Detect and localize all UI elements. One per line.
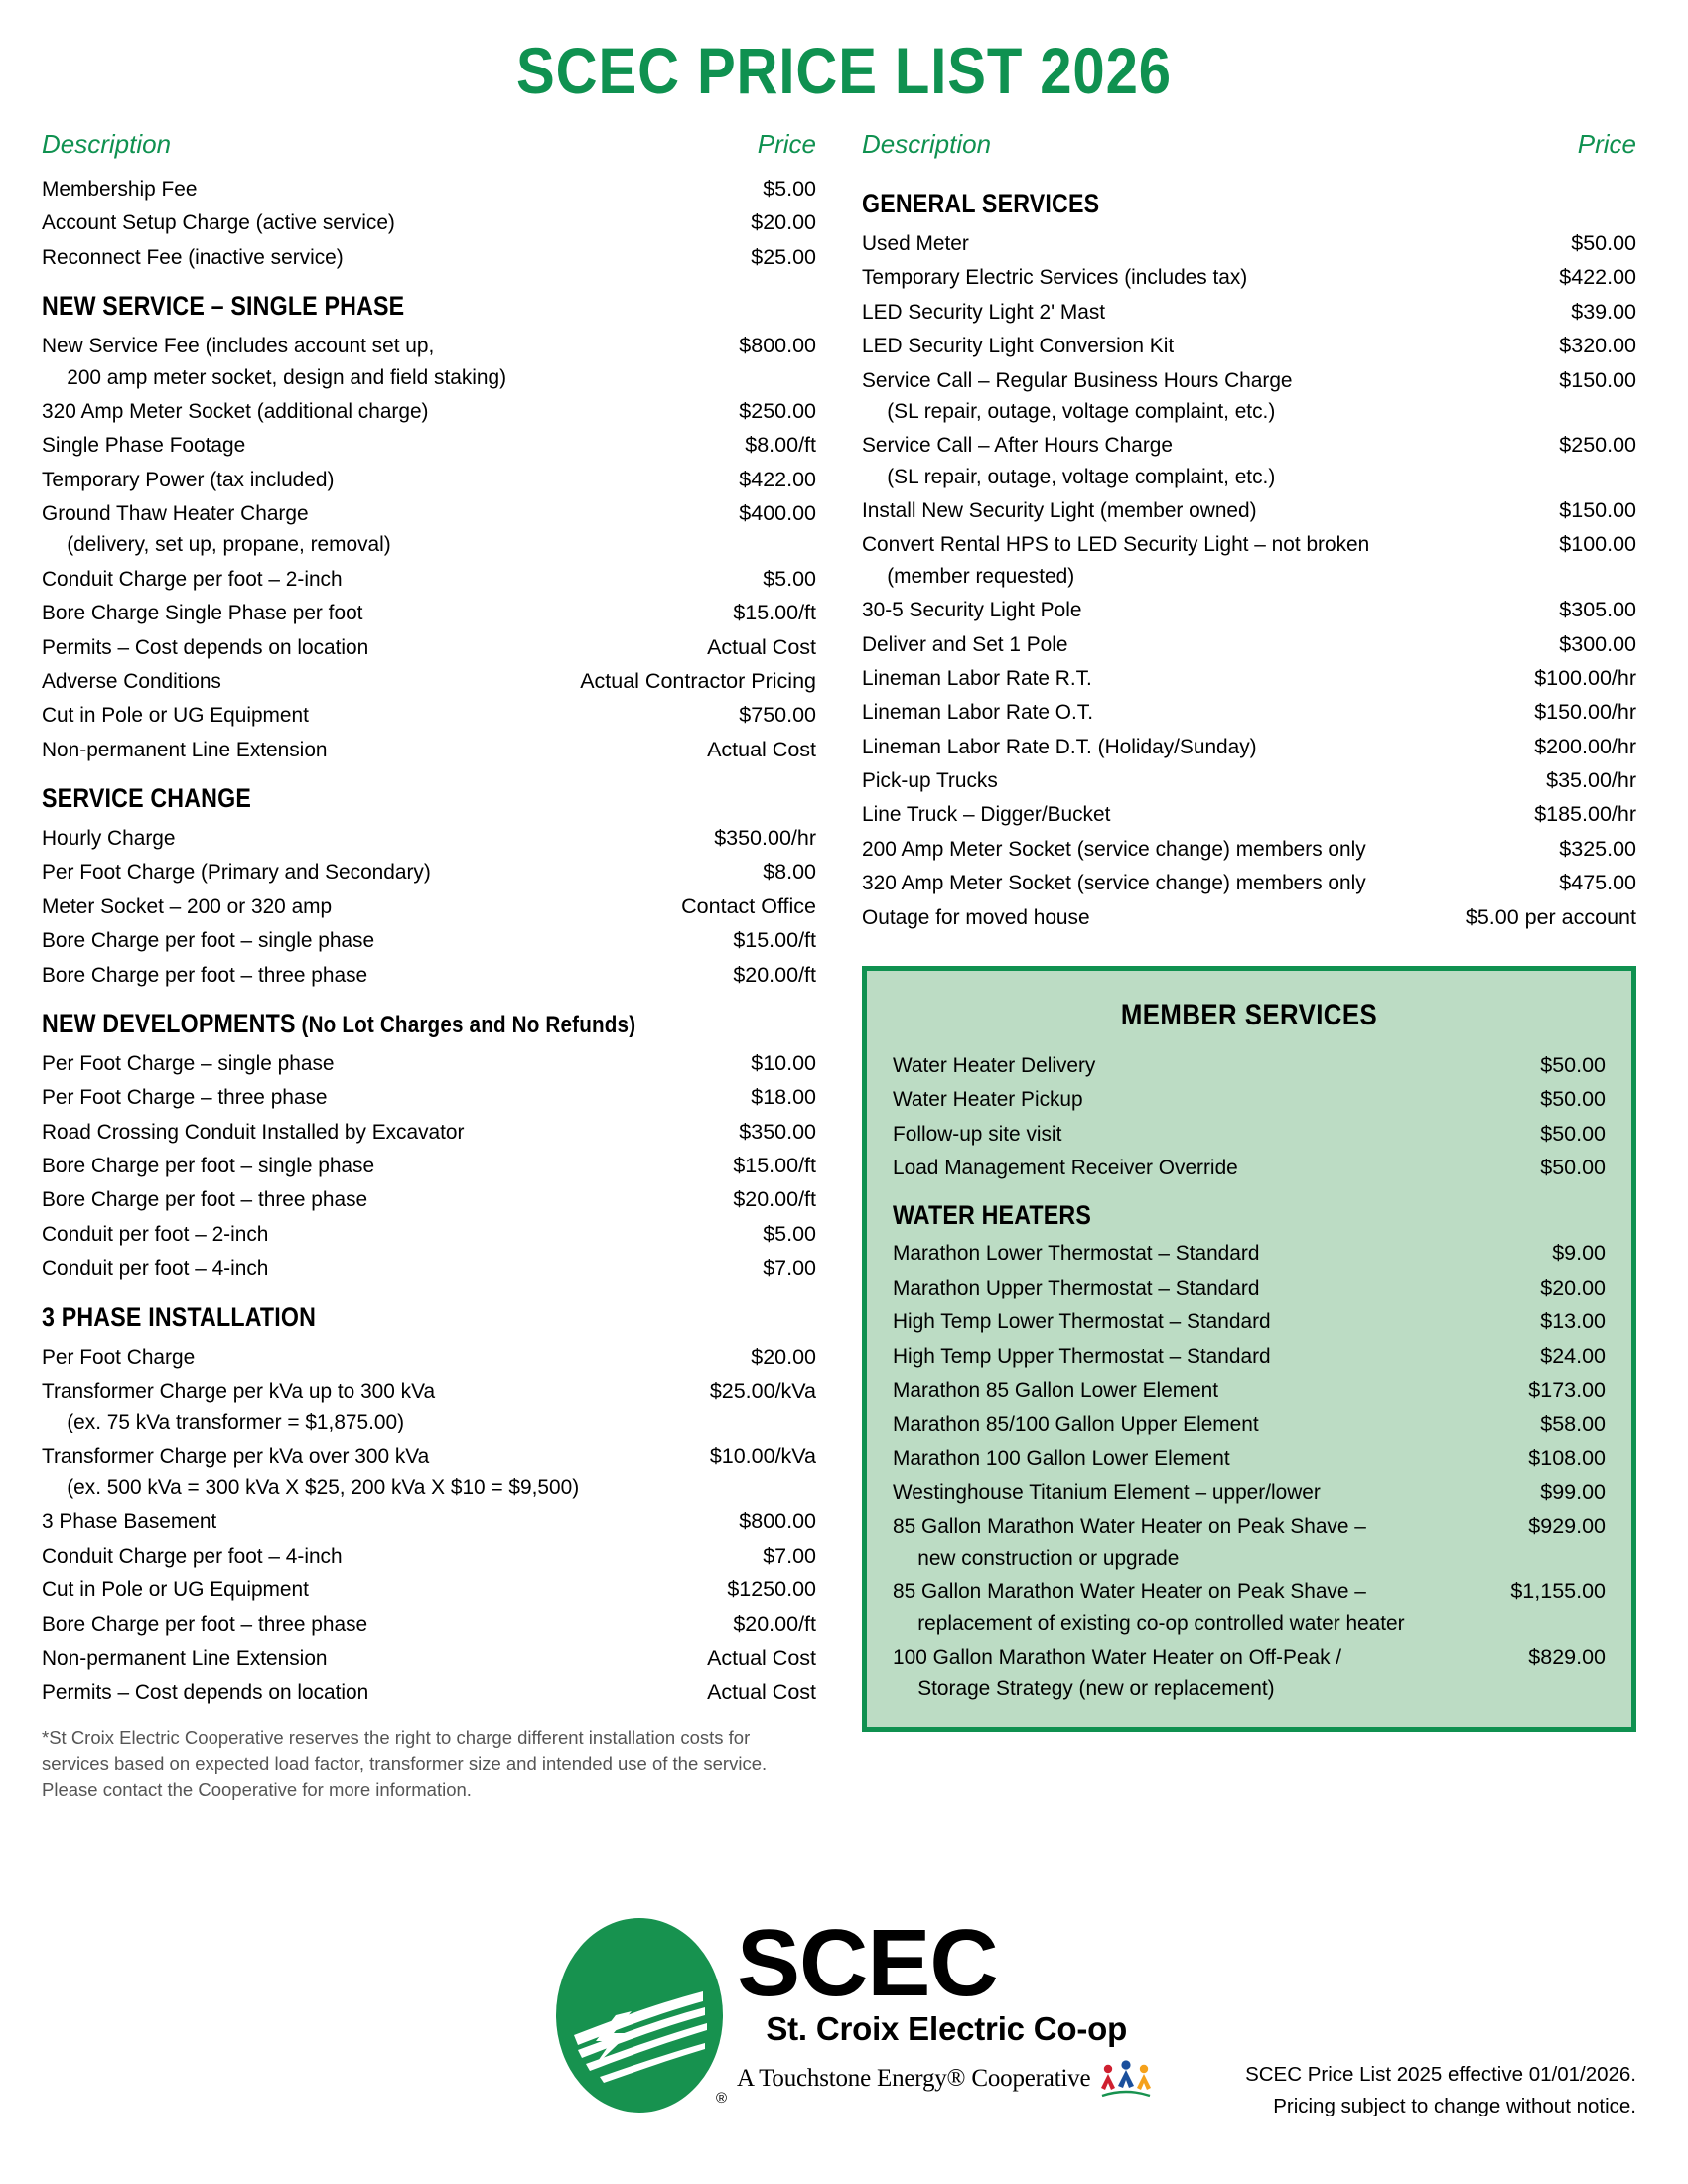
registered-mark: ® — [715, 2090, 727, 2107]
price-row-value: $18.00 — [751, 1085, 816, 1110]
price-row-description: Conduit per foot – 2-inch — [42, 1221, 269, 1246]
member-services-title: MEMBER SERVICES — [1120, 998, 1378, 1031]
price-row — [42, 889, 816, 923]
price-row-value: $50.00 — [1571, 231, 1636, 255]
price-row-value: Contact Office — [681, 893, 816, 918]
footer-note — [1245, 2059, 1636, 2122]
price-row-value: $20.00/ft — [733, 962, 816, 987]
price-row-description: Bore Charge per foot – single phase — [42, 928, 375, 953]
price-row-description: Marathon Upper Thermostat – Standard — [893, 1275, 1260, 1299]
price-row — [42, 664, 816, 698]
price-row — [862, 866, 1636, 899]
price-row-description: Permits – Cost depends on location — [42, 1680, 369, 1705]
price-row — [893, 1151, 1606, 1184]
price-row-value: $750.00 — [739, 703, 816, 728]
price-row-value: $39.00 — [1571, 299, 1636, 324]
price-row-value: $20.00/ft — [733, 1611, 816, 1636]
price-row — [862, 226, 1636, 260]
price-row-value: $300.00 — [1559, 631, 1636, 656]
logo-subtitle: St. Croix Electric Co-op — [766, 2010, 1128, 2048]
water-heaters-heading: WATER HEATERS — [893, 1200, 1092, 1231]
scec-logo-mark-icon — [556, 1918, 727, 2113]
price-row — [42, 733, 816, 766]
footer-note-line2: Pricing subject to change without notice. — [1273, 2095, 1636, 2118]
price-row-continuation: (delivery, set up, propane, removal) — [67, 532, 391, 557]
price-row — [893, 1304, 1606, 1338]
price-row — [893, 1236, 1606, 1270]
price-row-value: $422.00 — [1559, 265, 1636, 290]
price-row-description: Marathon Lower Thermostat – Standard — [893, 1241, 1260, 1266]
right-column-header — [862, 129, 1636, 172]
price-row-description: Service Call – Regular Business Hours Charge — [862, 367, 1293, 392]
price-row-value: $35.00/hr — [1546, 768, 1636, 792]
price-row-value: $929.00 — [1528, 1514, 1606, 1539]
price-row-description: 30-5 Security Light Pole — [862, 598, 1082, 622]
price-row — [862, 593, 1636, 626]
section-subheading-text: (No Lot Charges and No Refunds) — [295, 1011, 636, 1038]
price-row — [42, 1182, 816, 1216]
price-row-description: Non-permanent Line Extension — [42, 1645, 328, 1670]
column-header-price: Price — [757, 129, 816, 159]
price-row — [42, 1675, 816, 1708]
price-row — [42, 1046, 816, 1080]
price-row-description: Water Heater Pickup — [893, 1087, 1083, 1112]
price-row-description: Road Crossing Conduit Installed by Excavator — [42, 1119, 465, 1144]
footnote: *St Croix Electric Cooperative reserves the right to charge different installation costs for services based on expected load factor, transformer size and intended use of the service. Please contact the Cooperative for more information. — [42, 1726, 768, 1801]
price-row-description: Outage for moved house — [862, 904, 1090, 929]
price-row — [862, 763, 1636, 797]
price-row-value: Actual Cost — [707, 737, 816, 761]
section-heading-text: GENERAL SERVICES — [862, 189, 1100, 218]
price-row-value: $13.00 — [1540, 1309, 1606, 1334]
price-row-continuation: Storage Strategy (new or replacement) — [917, 1676, 1275, 1701]
price-row — [893, 1509, 1606, 1543]
section-heading — [42, 783, 708, 814]
price-row-description: Bore Charge per foot – single phase — [42, 1154, 375, 1177]
price-row — [42, 1149, 816, 1182]
price-row-value: $200.00/hr — [1534, 734, 1636, 758]
price-row-description: Reconnect Fee (inactive service) — [42, 244, 344, 269]
price-row-value: $58.00 — [1540, 1412, 1606, 1436]
price-row-continuation: (member requested) — [887, 563, 1075, 588]
price-row — [862, 329, 1636, 362]
price-row — [862, 627, 1636, 661]
price-row-description: Per Foot Charge – single phase — [42, 1050, 335, 1075]
price-row-value: $25.00 — [751, 244, 816, 269]
price-row-description: Conduit per foot – 4-inch — [42, 1256, 269, 1281]
price-row-value: $350.00/hr — [714, 826, 816, 850]
price-row-description: Marathon 100 Gallon Lower Element — [893, 1445, 1230, 1470]
price-row-value: $15.00/ft — [733, 928, 816, 953]
price-row-value: Actual Cost — [707, 634, 816, 659]
price-row — [42, 172, 816, 205]
price-row-description: Permits – Cost depends on location — [42, 634, 369, 659]
price-row-value: $305.00 — [1559, 598, 1636, 622]
price-row-continuation: 200 amp meter socket, design and field staking) — [67, 364, 507, 389]
price-row — [862, 295, 1636, 329]
price-row — [893, 1475, 1606, 1509]
price-row — [42, 240, 816, 274]
section-heading — [42, 1302, 708, 1333]
price-row — [893, 1048, 1606, 1082]
price-row — [862, 832, 1636, 866]
price-row-description: 320 Amp Meter Socket (additional charge) — [42, 398, 429, 423]
price-row-value: $50.00 — [1540, 1121, 1606, 1146]
price-row-description: Service Call – After Hours Charge — [862, 433, 1173, 458]
price-row-description: Cut in Pole or UG Equipment — [42, 703, 309, 728]
price-row — [893, 1574, 1606, 1608]
price-row-description: Bore Charge per foot – three phase — [42, 1187, 368, 1212]
price-row-description: 200 Amp Meter Socket (service change) members only — [862, 836, 1366, 861]
section-heading — [862, 189, 1528, 219]
price-row-description: Bore Charge per foot – three phase — [42, 962, 368, 987]
price-row-value: $5.00 — [763, 177, 816, 201]
price-row-description: Westinghouse Titanium Element – upper/lower — [893, 1480, 1321, 1504]
page-title: SCEC PRICE LIST 2026 — [516, 34, 1172, 107]
price-row-value: $422.00 — [739, 467, 816, 491]
price-row-description: Single Phase Footage — [42, 433, 246, 458]
price-row-value: $150.00 — [1559, 367, 1636, 392]
price-row — [862, 797, 1636, 831]
price-row-description: 100 Gallon Marathon Water Heater on Off-Peak / — [893, 1644, 1342, 1669]
price-row-description: Install New Security Light (member owned) — [862, 498, 1257, 522]
scec-logo — [556, 1910, 1156, 2113]
price-row-value: $50.00 — [1540, 1052, 1606, 1077]
section-heading — [42, 291, 708, 322]
price-row-value: $20.00 — [751, 210, 816, 235]
price-row — [42, 1340, 816, 1374]
price-row-continuation: (SL repair, outage, voltage complaint, etc.) — [887, 398, 1276, 423]
price-row-description: Marathon 85 Gallon Lower Element — [893, 1377, 1219, 1402]
price-row-value: $1250.00 — [727, 1577, 816, 1602]
water-heaters-rows — [893, 1236, 1606, 1705]
price-row — [893, 1407, 1606, 1440]
price-row-description: 320 Amp Meter Socket (service change) members only — [862, 871, 1366, 895]
price-row — [893, 1640, 1606, 1674]
price-row-value: $800.00 — [739, 334, 816, 358]
price-row-value: $150.00 — [1559, 498, 1636, 522]
price-row — [893, 1441, 1606, 1475]
price-row-value: $150.00/hr — [1534, 700, 1636, 725]
price-row — [42, 698, 816, 732]
price-row-description: 3 Phase Basement — [42, 1509, 217, 1534]
price-row-value: $250.00 — [739, 398, 816, 423]
price-row — [862, 527, 1636, 561]
price-row-value: $800.00 — [739, 1509, 816, 1534]
price-row-value: $7.00 — [763, 1256, 816, 1281]
price-row-value: $8.00/ft — [745, 433, 816, 458]
price-row-continuation: (SL repair, outage, voltage complaint, etc.) — [887, 464, 1276, 488]
price-row-description: Cut in Pole or UG Equipment — [42, 1577, 309, 1602]
price-row — [42, 394, 816, 428]
price-row-value: $100.00 — [1559, 532, 1636, 557]
price-row — [42, 205, 816, 239]
price-row — [42, 923, 816, 957]
price-row — [42, 855, 816, 888]
price-row-description: Lineman Labor Rate D.T. (Holiday/Sunday) — [862, 734, 1257, 758]
touchstone-text: A Touchstone Energy® Cooperative — [737, 2065, 1091, 2093]
price-row-description: Load Management Receiver Override — [893, 1156, 1238, 1179]
price-row-value: $320.00 — [1559, 334, 1636, 358]
price-row-description: Transformer Charge per kVa up to 300 kVa — [42, 1378, 436, 1403]
price-row-description: Deliver and Set 1 Pole — [862, 631, 1068, 656]
price-row-description: High Temp Lower Thermostat – Standard — [893, 1309, 1271, 1334]
two-column-body — [0, 103, 1688, 1803]
price-row-value: $250.00 — [1559, 433, 1636, 458]
price-row — [42, 1115, 816, 1149]
price-row-description: Marathon 85/100 Gallon Upper Element — [893, 1412, 1259, 1436]
left-column — [42, 129, 816, 1803]
price-row-description: Lineman Labor Rate O.T. — [862, 700, 1094, 725]
price-row-description: Non-permanent Line Extension — [42, 737, 328, 761]
price-row-value: $185.00/hr — [1534, 802, 1636, 827]
price-row — [42, 1539, 816, 1572]
price-row — [42, 1080, 816, 1114]
price-row — [42, 1251, 816, 1285]
logo-field-lines-icon — [556, 1918, 723, 2113]
price-row-value: $350.00 — [739, 1119, 816, 1144]
price-row — [893, 1373, 1606, 1407]
price-row — [862, 493, 1636, 527]
logo-wordmark — [737, 1910, 1156, 2100]
price-row-description: Follow-up site visit — [893, 1121, 1062, 1146]
left-sections — [42, 291, 816, 1709]
price-row-value: $20.00/ft — [733, 1187, 816, 1212]
price-row — [862, 363, 1636, 397]
price-row — [42, 1572, 816, 1606]
price-row-description: Adverse Conditions — [42, 668, 221, 693]
price-row-value: $10.00 — [751, 1050, 816, 1075]
right-sections — [862, 189, 1636, 934]
member-services-box — [862, 966, 1636, 1732]
price-row-value: $325.00 — [1559, 836, 1636, 861]
price-row-description: Used Meter — [862, 231, 969, 255]
price-row-description: 85 Gallon Marathon Water Heater on Peak Shave – — [893, 1579, 1366, 1604]
section-heading-text: SERVICE CHANGE — [42, 783, 252, 813]
price-row-description: Membership Fee — [42, 177, 198, 201]
price-row — [42, 428, 816, 462]
price-row — [42, 329, 816, 362]
price-row — [42, 821, 816, 855]
price-row-value: Actual Cost — [707, 1645, 816, 1670]
price-row-value: $400.00 — [739, 501, 816, 525]
price-row — [862, 695, 1636, 729]
price-row-continuation: new construction or upgrade — [917, 1545, 1180, 1570]
price-row-value: $50.00 — [1540, 1087, 1606, 1112]
price-row-continuation: (ex. 75 kVa transformer = $1,875.00) — [67, 1410, 405, 1434]
price-row — [42, 1641, 816, 1675]
price-row-description: Temporary Power (tax included) — [42, 467, 335, 491]
price-row-continuation: (ex. 500 kVa = 300 kVa X $25, 200 kVa X $10 = $9,500) — [67, 1475, 580, 1499]
section-heading-text: 3 PHASE INSTALLATION — [42, 1301, 317, 1332]
price-row-description: Bore Charge per foot – three phase — [42, 1611, 368, 1636]
price-row-description: LED Security Light Conversion Kit — [862, 334, 1175, 358]
price-row-description: New Service Fee (includes account set up, — [42, 334, 435, 358]
price-row-description: Hourly Charge — [42, 826, 176, 850]
price-row — [42, 1439, 816, 1473]
price-row — [893, 1339, 1606, 1373]
price-row — [42, 463, 816, 496]
price-row-value: $8.00 — [763, 860, 816, 885]
member-services-rows — [893, 1048, 1606, 1185]
price-row — [862, 428, 1636, 462]
price-row-value: $50.00 — [1540, 1156, 1606, 1179]
price-row-description: High Temp Upper Thermostat – Standard — [893, 1343, 1271, 1368]
price-row-description: Transformer Charge per kVa over 300 kVa — [42, 1443, 430, 1468]
price-row-value: $10.00/kVa — [709, 1443, 816, 1468]
price-row-value: $5.00 per account — [1465, 904, 1636, 929]
column-header-description: Description — [862, 129, 992, 159]
price-row-value: $100.00/hr — [1534, 665, 1636, 690]
price-row-value: $20.00 — [1540, 1275, 1606, 1299]
price-row — [862, 900, 1636, 934]
column-header-price: Price — [1577, 129, 1636, 159]
price-row-description: Ground Thaw Heater Charge — [42, 501, 309, 525]
price-row-value: $5.00 — [763, 1221, 816, 1246]
price-row-description: Conduit Charge per foot – 2-inch — [42, 566, 343, 591]
price-row-value: $25.00/kVa — [709, 1378, 816, 1403]
price-row-value: $15.00/ft — [733, 601, 816, 625]
price-row — [42, 1504, 816, 1538]
price-row-value: $9.00 — [1552, 1241, 1606, 1266]
price-row-description: Line Truck – Digger/Bucket — [862, 802, 1111, 827]
price-row — [42, 596, 816, 629]
price-row-description: Temporary Electric Services (includes tax) — [862, 265, 1248, 290]
price-row — [42, 1607, 816, 1641]
section-heading — [42, 1009, 708, 1039]
column-header-description: Description — [42, 129, 172, 159]
price-row-value: $99.00 — [1540, 1480, 1606, 1504]
price-row-description: Meter Socket – 200 or 320 amp — [42, 893, 333, 918]
price-row — [42, 958, 816, 992]
price-row-description: Convert Rental HPS to LED Security Light – not broken — [862, 532, 1370, 557]
price-row-description: Per Foot Charge — [42, 1344, 196, 1369]
price-row-description: Lineman Labor Rate R.T. — [862, 665, 1092, 690]
price-row-description: Water Heater Delivery — [893, 1052, 1096, 1077]
price-row-value: $108.00 — [1528, 1445, 1606, 1470]
price-row-value: Actual Contractor Pricing — [580, 668, 816, 693]
price-row — [42, 562, 816, 596]
touchstone-energy-lockup — [737, 2058, 1156, 2100]
price-row-value: $7.00 — [763, 1543, 816, 1568]
price-row-value: Actual Cost — [707, 1680, 816, 1705]
price-row — [862, 260, 1636, 294]
price-row — [893, 1271, 1606, 1304]
touchstone-people-icon — [1096, 2058, 1156, 2100]
price-row — [862, 661, 1636, 695]
footer-note-line1: SCEC Price List 2025 effective 01/01/2026. — [1245, 2063, 1636, 2087]
price-row-value: $829.00 — [1528, 1644, 1606, 1669]
section-heading-text: NEW DEVELOPMENTS — [42, 1008, 296, 1038]
price-row-value: $5.00 — [763, 566, 816, 591]
price-row — [893, 1082, 1606, 1116]
price-row-description: 85 Gallon Marathon Water Heater on Peak Shave – — [893, 1514, 1366, 1539]
price-row-description: Conduit Charge per foot – 4-inch — [42, 1543, 343, 1568]
price-row-description: LED Security Light 2' Mast — [862, 299, 1106, 324]
price-row-continuation: replacement of existing co-op controlled water heater — [917, 1610, 1405, 1635]
price-row — [862, 730, 1636, 763]
price-row-value: $24.00 — [1540, 1343, 1606, 1368]
left-column-header — [42, 129, 816, 172]
price-row-description: Per Foot Charge – three phase — [42, 1085, 328, 1110]
price-row-value: $173.00 — [1528, 1377, 1606, 1402]
logo-name: SCEC — [737, 1910, 998, 2016]
right-column — [862, 129, 1636, 1803]
price-row — [42, 1217, 816, 1251]
left-intro-rows — [42, 172, 816, 274]
price-row — [893, 1117, 1606, 1151]
price-row-value: $20.00 — [751, 1344, 816, 1369]
price-row-description: Per Foot Charge (Primary and Secondary) — [42, 860, 431, 885]
price-row — [42, 630, 816, 664]
price-row-value: $15.00/ft — [733, 1154, 816, 1177]
price-row-value: $1,155.00 — [1510, 1579, 1606, 1604]
price-row — [42, 1374, 816, 1408]
page-footer — [0, 1908, 1688, 2156]
price-row-description: Bore Charge Single Phase per foot — [42, 601, 363, 625]
price-row-description: Account Setup Charge (active service) — [42, 210, 395, 235]
price-row — [42, 496, 816, 530]
section-heading-text: NEW SERVICE – SINGLE PHASE — [42, 291, 405, 322]
price-row-description: Pick-up Trucks — [862, 768, 998, 792]
price-row-value: $475.00 — [1559, 871, 1636, 895]
